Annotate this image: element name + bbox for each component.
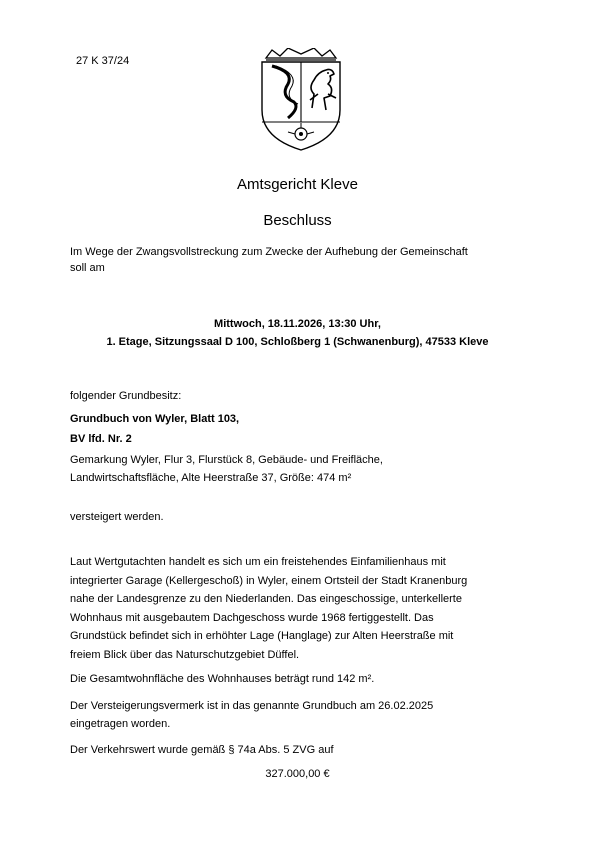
intro-line-2: soll am	[70, 262, 105, 274]
property-desc-line-2: Landwirtschaftsfläche, Alte Heerstraße 37, Größe: 474 m²	[70, 472, 352, 484]
market-value-intro: Der Verkehrswert wurde gemäß § 74a Abs. 5 ZVG auf	[70, 744, 334, 756]
document-title: Beschluss	[263, 212, 332, 229]
valuation-line: integrierter Garage (Kellergeschoß) in Wyler, einem Ortsteil der Stadt Kranenburg	[70, 574, 468, 587]
case-number: 27 K 37/24	[76, 55, 130, 67]
appointment-date-time: Mittwoch, 18.11.2026, 13:30 Uhr,	[214, 318, 381, 330]
property-entry: BV lfd. Nr. 2	[70, 433, 132, 445]
registry-note-line-2: eingetragen worden.	[70, 718, 171, 730]
property-desc-line-1: Gemarkung Wyler, Flur 3, Flurstück 8, Gebäude- und Freifläche,	[70, 454, 383, 466]
intro-line-1: Im Wege der Zwangsvollstreckung zum Zwecke der Aufhebung der Gemeinschaft	[70, 246, 468, 258]
living-area-text: Die Gesamtwohnfläche des Wohnhauses beträgt rund 142 m².	[70, 673, 375, 685]
valuation-line: Grundstück befindet sich in erhöhter Lage (Hanglage) zur Alten Heerstraße mit	[70, 630, 454, 643]
court-name: Amtsgericht Kleve	[237, 176, 358, 193]
property-intro: folgender Grundbesitz:	[70, 390, 182, 402]
property-register: Grundbuch von Wyler, Blatt 103,	[70, 413, 240, 425]
valuation-line: Laut Wertgutachten handelt es sich um ein freistehendes Einfamilienhaus mit	[70, 556, 446, 568]
intro-paragraph	[70, 244, 530, 276]
valuation-line: freiem Blick über das Naturschutzgebiet Düffel.	[70, 648, 300, 661]
valuation-line: Wohnhaus mit ausgebautem Dachgeschoss wurde 1968 fertiggestellt. Das	[70, 611, 434, 624]
valuation-line: nahe der Landesgrenze zu den Niederlanden. Das eingeschossige, unterkellerte	[70, 593, 462, 606]
registry-note-line-1: Der Versteigerungsvermerk ist in das genannte Grundbuch am 26.02.2025	[70, 700, 434, 712]
valuation-paragraph	[70, 553, 530, 665]
market-value: 327.000,00 €	[265, 768, 330, 780]
auction-text: versteigert werden.	[70, 511, 164, 523]
nrw-coat-of-arms-icon	[258, 48, 344, 152]
appointment-location: 1. Etage, Sitzungssaal D 100, Schloßberg 1 (Schwanenburg), 47533 Kleve	[106, 336, 489, 348]
property-description	[70, 451, 530, 487]
registry-note	[70, 697, 530, 733]
